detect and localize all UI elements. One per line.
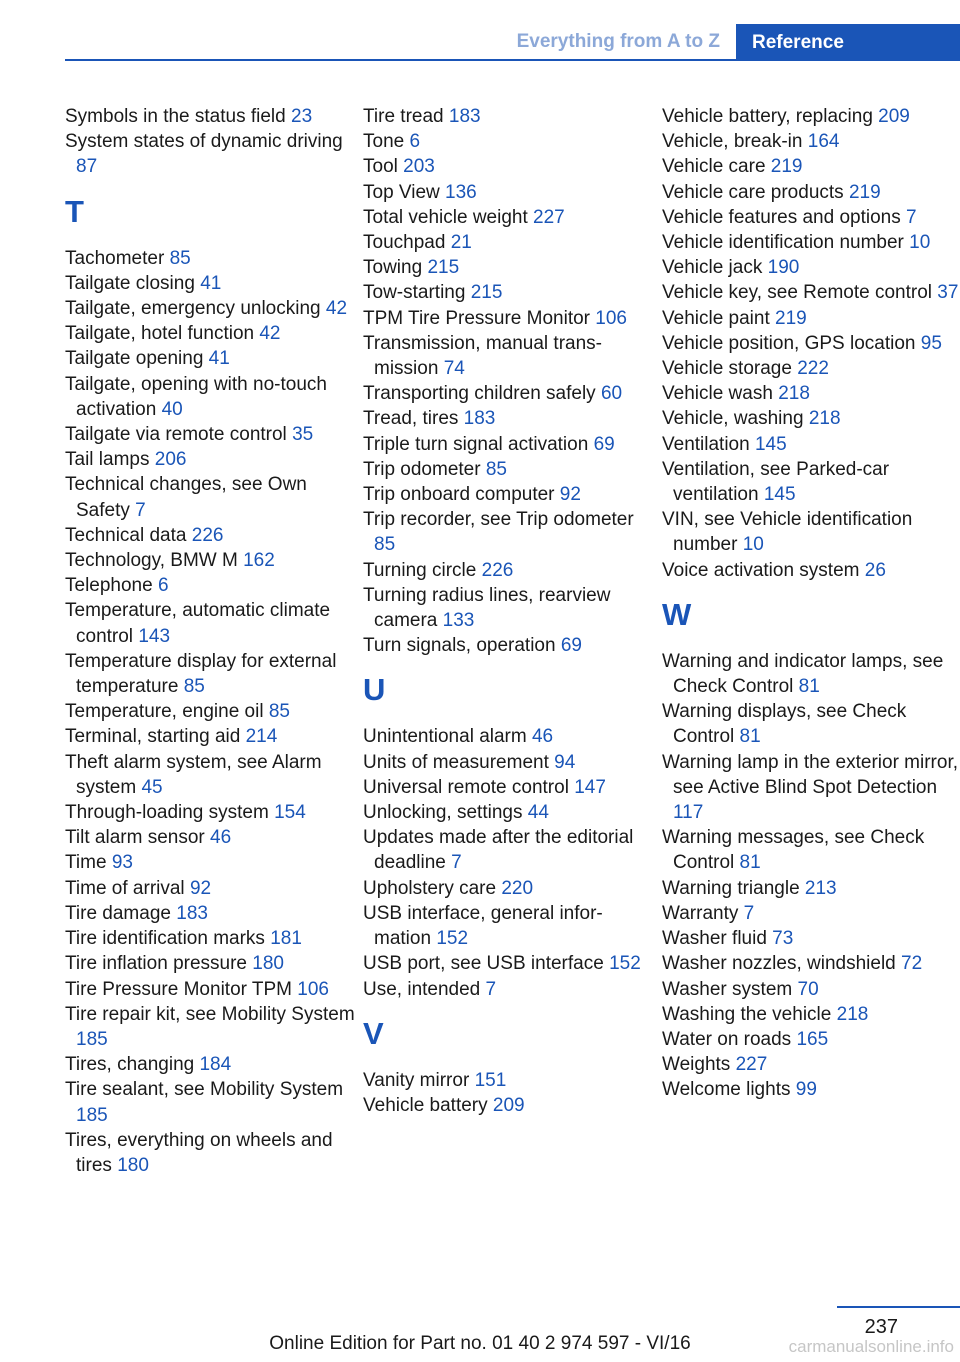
index-page-link[interactable]: 220	[501, 877, 534, 899]
index-entry-term: Washer system	[662, 978, 793, 1000]
index-page-link[interactable]: 81	[739, 726, 761, 748]
index-page-link[interactable]: 46	[210, 827, 232, 849]
index-page-link[interactable]: 152	[436, 928, 469, 950]
index-entry	[65, 1002, 355, 1052]
index-page-link[interactable]: 227	[735, 1054, 768, 1076]
index-entry	[65, 104, 355, 129]
index-page-link[interactable]: 154	[274, 802, 306, 824]
index-page-link[interactable]: 69	[593, 433, 615, 455]
index-page-link[interactable]: 183	[176, 902, 208, 924]
index-entry	[363, 104, 653, 129]
index-entry	[363, 951, 653, 976]
index-page-link[interactable]: 85	[169, 247, 191, 269]
index-entry-term: Ventilation, see Parked-car ventilation	[662, 458, 890, 506]
index-page-link[interactable]: 162	[243, 550, 275, 572]
index-page-link[interactable]: 219	[770, 156, 803, 178]
index-entry	[65, 825, 355, 850]
index-entry	[65, 271, 355, 296]
index-page-link[interactable]: 6	[409, 131, 421, 153]
index-entry-term: Tread, tires	[363, 408, 459, 430]
index-entry	[363, 901, 653, 951]
index-entry	[363, 331, 653, 381]
index-entry-term: Washer fluid	[662, 928, 767, 950]
index-page-link[interactable]: 70	[797, 978, 819, 1000]
index-entry-term: Tires, everything on wheels and tires	[65, 1129, 333, 1176]
footer-edition: Online Edition for Part no. 01 40 2 974 597 - VI/16	[269, 1333, 691, 1354]
index-page-link[interactable]: 133	[442, 610, 475, 632]
index-entry-term: Vehicle, washing	[662, 408, 804, 430]
index-entry-term: Unlocking, settings	[363, 802, 523, 824]
index-page-link[interactable]: 23	[291, 106, 313, 127]
index-page-link[interactable]: 74	[443, 358, 465, 380]
index-entry	[662, 1002, 960, 1027]
index-entry-term: Warning lamp in the exterior mirror, see Active Blind Spot Detection	[662, 751, 959, 798]
index-page-link[interactable]: 85	[485, 458, 507, 480]
index-entry	[65, 951, 355, 976]
index-entry-term: Warranty	[662, 902, 739, 924]
index-page-link[interactable]: 209	[878, 106, 910, 127]
index-page-link[interactable]: 219	[848, 181, 881, 203]
index-entry-term: Vehicle care products	[662, 181, 844, 203]
index-entry-term: Turning radius lines, rearview camera	[363, 584, 611, 632]
index-entry-term: Tire identification marks	[65, 928, 265, 950]
index-entry	[363, 558, 653, 583]
index-entry	[662, 901, 960, 926]
index-entry	[65, 472, 355, 522]
index-entry	[363, 724, 653, 749]
index-entry	[363, 406, 653, 431]
index-entry-term: Updates made after the editorial deadline	[363, 827, 634, 874]
index-entry	[662, 951, 960, 976]
index-entry-term: Tailgate, opening with no-touch activation	[65, 373, 327, 420]
index-entry	[662, 230, 960, 255]
index-entry-term: Tire tread	[363, 106, 444, 127]
index-entry-term: Tail lamps	[65, 449, 150, 471]
index-entry-term: Ventilation	[662, 433, 750, 455]
index-page-link[interactable]: 106	[595, 307, 627, 329]
index-entry-term: Touchpad	[363, 232, 446, 254]
index-page-link[interactable]: 181	[270, 928, 302, 950]
index-page-link[interactable]: 183	[463, 408, 496, 430]
index-entry	[65, 1077, 355, 1127]
index-page-link[interactable]: 81	[798, 676, 820, 698]
index-entry-term: Vehicle position, GPS location	[662, 332, 916, 354]
index-entry	[65, 598, 355, 648]
index-entry-term: Tailgate, hotel function	[65, 323, 255, 345]
index-entry-term: Vehicle identification number	[662, 232, 904, 254]
index-entry-term: Turn signals, operation	[363, 635, 556, 657]
index-entry	[662, 558, 960, 583]
index-page-link[interactable]: 37	[937, 282, 959, 304]
index-page-link[interactable]: 85	[268, 701, 290, 723]
index-entry	[662, 1077, 960, 1102]
index-entry-term: Tachometer	[65, 247, 165, 269]
header-tab-reference: Reference	[736, 24, 960, 60]
index-entry	[662, 507, 960, 557]
index-entry	[662, 750, 960, 826]
index-entry	[363, 977, 653, 1002]
index-entry-term: Tailgate, emergency unlocking	[65, 298, 321, 320]
index-entry	[363, 381, 653, 406]
index-entry	[662, 306, 960, 331]
index-entry	[662, 1027, 960, 1052]
index-page-link[interactable]: 7	[451, 852, 462, 874]
index-entry	[662, 457, 960, 507]
index-entry-term: Telephone	[65, 575, 153, 597]
index-entry-term: Temperature, engine oil	[65, 701, 264, 723]
index-entry-term: Turning circle	[363, 559, 477, 581]
index-page-link[interactable]: 165	[796, 1028, 829, 1050]
index-entry	[662, 926, 960, 951]
index-entry-term: Tailgate opening	[65, 348, 204, 370]
index-page-link[interactable]: 95	[920, 332, 942, 354]
index-entry-term: Units of measurement	[363, 751, 549, 773]
index-entry-term: Tire damage	[65, 902, 171, 924]
index-page-link[interactable]: 184	[199, 1054, 232, 1076]
index-entry	[65, 573, 355, 598]
index-entry	[662, 381, 960, 406]
index-entry	[65, 321, 355, 346]
index-entry	[363, 180, 653, 205]
index-entry	[363, 775, 653, 800]
index-page-link[interactable]: 215	[427, 257, 460, 279]
index-page-link[interactable]: 35	[292, 424, 314, 446]
index-entry	[65, 926, 355, 951]
index-entry	[65, 699, 355, 724]
index-entry-term: Warning triangle	[662, 877, 800, 899]
index-page-link[interactable]: 92	[189, 877, 212, 899]
index-entry	[363, 280, 653, 305]
index-entry	[363, 432, 653, 457]
index-entry-term: Through-loading system	[65, 802, 269, 824]
index-page-link[interactable]: 145	[754, 433, 787, 455]
index-entry-term: Technical changes, see Own Safety	[65, 474, 307, 521]
index-page-link[interactable]: 185	[76, 1104, 108, 1126]
index-entry-term: Vehicle key, see Remote control	[662, 282, 933, 304]
index-entry-term: Vehicle storage	[662, 358, 792, 380]
index-page-link[interactable]: 218	[808, 408, 841, 430]
index-entry	[662, 129, 960, 154]
index-entry	[662, 205, 960, 230]
index-entry-term: Transmission, manual transmission	[363, 332, 602, 380]
index-entry-term: Technology, BMW M	[65, 550, 238, 572]
index-entry	[363, 633, 653, 658]
index-page-link[interactable]: 42	[259, 323, 281, 345]
index-entry-term: Transporting children safely	[363, 383, 596, 405]
index-page-link[interactable]: 26	[864, 559, 886, 581]
index-entry-term: Warning messages, see Check Control	[662, 827, 925, 874]
index-entry-term: Tire inflation pressure	[65, 953, 247, 975]
index-entry-term: Weights	[662, 1054, 731, 1076]
index-entry-term: Towing	[363, 257, 423, 279]
index-page-link[interactable]: 214	[245, 726, 278, 748]
index-entry-term: Tilt alarm sensor	[65, 827, 205, 849]
index-entry-term: Voice activation system	[662, 559, 860, 581]
index-entry	[65, 372, 355, 422]
index-entry	[363, 457, 653, 482]
index-page-link[interactable]: 44	[527, 802, 549, 824]
index-entry	[65, 724, 355, 749]
index-column-1	[65, 104, 355, 1178]
index-entry-term: Vehicle jack	[662, 257, 763, 279]
index-entry	[65, 422, 355, 447]
index-entry-term: Tailgate closing	[65, 272, 195, 294]
index-entry	[65, 548, 355, 573]
index-entry-term: Technical data	[65, 524, 187, 546]
index-entry-term: Vehicle battery	[363, 1094, 488, 1116]
index-page-link[interactable]: 94	[554, 751, 576, 773]
index-page-link[interactable]: 209	[492, 1094, 525, 1116]
index-entry-term: Theft alarm system, see Alarm system	[65, 751, 322, 798]
index-entry-term: Triple turn signal activation	[363, 433, 589, 455]
index-page-link[interactable]: 41	[200, 272, 222, 294]
index-entry	[662, 331, 960, 356]
index-entry-term: Use, intended	[363, 978, 481, 1000]
index-page-link[interactable]: 206	[154, 449, 187, 471]
index-entry	[65, 1128, 355, 1178]
index-entry-term: Vehicle paint	[662, 307, 770, 329]
index-entry-term: Tow-starting	[363, 282, 466, 304]
index-page-link[interactable]: 203	[403, 156, 435, 178]
index-page-link[interactable]: 92	[559, 484, 581, 506]
index-entry	[662, 356, 960, 381]
index-page-link[interactable]: 93	[111, 852, 133, 874]
index-page-link[interactable]: 6	[157, 575, 169, 597]
index-entry-term: Vehicle features and options	[662, 206, 901, 228]
index-page-link[interactable]: 117	[673, 802, 704, 824]
index-page-link[interactable]: 145	[763, 484, 796, 506]
index-page-link[interactable]: 226	[191, 524, 224, 546]
index-entry-term: Washing the vehicle	[662, 1003, 832, 1025]
index-page-link[interactable]: 99	[795, 1079, 817, 1101]
index-entry	[662, 104, 960, 129]
index-page-link[interactable]: 7	[743, 902, 755, 924]
index-page-link[interactable]: 85	[183, 676, 205, 698]
index-entry-term: Vehicle care	[662, 156, 766, 178]
index-entry	[65, 296, 355, 321]
index-letter-heading: W	[662, 596, 692, 632]
index-entry	[363, 230, 653, 255]
index-entry	[662, 180, 960, 205]
index-entry-term: Vanity mirror	[363, 1069, 470, 1091]
index-column-2	[363, 104, 653, 1118]
index-page-link[interactable]: 10	[909, 232, 931, 254]
index-entry-term: Tire repair kit, see Mobility System	[65, 1003, 355, 1025]
index-entry-term: Upholstery care	[363, 877, 497, 899]
index-entry-term: Trip onboard computer	[363, 484, 555, 506]
index-entry	[65, 1052, 355, 1077]
index-entry-term: USB port, see USB interface	[363, 953, 604, 975]
index-entry	[65, 129, 355, 179]
index-entry-term: Temperature display for external temperature	[65, 650, 337, 698]
index-entry	[363, 876, 653, 901]
index-page-link[interactable]: 87	[76, 156, 98, 178]
index-page-link[interactable]: 218	[836, 1003, 869, 1025]
index-page-link[interactable]: 185	[76, 1028, 108, 1050]
index-entry-term: Tire sealant, see Mobility System	[65, 1079, 344, 1101]
index-entry	[363, 507, 653, 557]
index-entry	[363, 129, 653, 154]
index-page-link[interactable]: 180	[117, 1154, 149, 1176]
index-entry	[65, 901, 355, 926]
index-entry-term: Warning and indicator lamps, see Check Control	[662, 650, 944, 698]
index-page-link[interactable]: 42	[325, 298, 348, 320]
index-entry	[363, 1093, 653, 1118]
index-entry-term: Welcome lights	[662, 1079, 791, 1101]
index-entry	[65, 649, 355, 699]
index-page-link[interactable]: 227	[533, 206, 565, 228]
index-entry	[65, 850, 355, 875]
index-entry	[65, 977, 355, 1002]
index-entry-term: Water on roads	[662, 1028, 792, 1050]
index-entry-term: Unintentional alarm	[363, 726, 527, 748]
index-entry-term: Tire Pressure Monitor TPM	[65, 978, 292, 1000]
index-page-link[interactable]: 190	[767, 257, 800, 279]
index-page-link[interactable]: 215	[470, 282, 503, 304]
index-entry-term: Terminal, starting aid	[65, 726, 241, 748]
index-entry-term: Total vehicle weight	[363, 206, 528, 228]
index-letter-heading: U	[363, 672, 386, 708]
index-page-link[interactable]: 218	[778, 383, 810, 405]
index-entry	[662, 825, 960, 875]
index-entry	[65, 523, 355, 548]
index-entry	[363, 205, 653, 230]
index-page-link[interactable]: 143	[138, 625, 171, 647]
index-entry	[662, 406, 960, 431]
index-entry-term: Universal remote control	[363, 776, 569, 798]
index-entry	[662, 977, 960, 1002]
index-entry	[363, 583, 653, 633]
index-page-link[interactable]: 106	[297, 978, 329, 1000]
index-letter-heading: T	[65, 193, 84, 229]
index-page-link[interactable]: 180	[252, 953, 284, 975]
index-entry-term: Trip recorder, see Trip odometer	[363, 509, 634, 531]
index-entry-term: USB interface, general information	[363, 902, 603, 950]
index-page-link[interactable]: 151	[474, 1069, 507, 1091]
index-entry	[65, 447, 355, 472]
index-entry	[65, 800, 355, 825]
index-page-link[interactable]: 81	[739, 852, 761, 874]
index-entry	[363, 306, 653, 331]
index-entry	[65, 876, 355, 901]
index-page-link[interactable]: 46	[531, 726, 554, 748]
index-entry-term: Tailgate via remote control	[65, 424, 287, 446]
index-page-link[interactable]: 219	[775, 307, 807, 329]
index-entry	[65, 246, 355, 271]
index-page-link[interactable]: 21	[450, 232, 472, 254]
index-entry-term: Symbols in the status field	[65, 106, 286, 127]
index-entry-term: Time	[65, 852, 107, 874]
index-page-link[interactable]: 183	[448, 106, 481, 127]
index-entry-term: Warning displays, see Check Control	[662, 701, 907, 748]
index-page-link[interactable]: 7	[135, 499, 146, 521]
index-page-link[interactable]: 45	[141, 776, 163, 798]
page-number: 237	[864, 1316, 898, 1338]
index-entry-term: Tires, changing	[65, 1054, 195, 1076]
index-page-link[interactable]: 152	[609, 953, 641, 975]
index-entry	[363, 1068, 653, 1093]
index-entry	[662, 1052, 960, 1077]
index-entry	[65, 346, 355, 371]
index-entry-term: Tool	[363, 156, 398, 178]
index-entry-term: Temperature, automatic climate control	[65, 600, 331, 647]
index-page-link[interactable]: 69	[560, 635, 582, 657]
header-section-title: Everything from A to Z	[516, 31, 720, 52]
index-entry	[65, 750, 355, 800]
index-page-link[interactable]: 7	[906, 206, 917, 228]
index-entry	[662, 280, 960, 305]
index-entry-term: Vehicle battery, replacing	[662, 106, 873, 127]
index-entry	[662, 432, 960, 457]
index-page-link[interactable]: 41	[208, 348, 230, 370]
index-page-link[interactable]: 60	[600, 383, 623, 405]
index-page-link[interactable]: 85	[374, 534, 396, 556]
index-page-link[interactable]: 222	[797, 358, 829, 380]
index-page-link[interactable]: 147	[574, 776, 606, 798]
index-entry-term: System states of dynamic driving	[65, 131, 343, 153]
index-page-link[interactable]: 226	[481, 559, 514, 581]
index-entry	[363, 255, 653, 280]
index-page-link[interactable]: 40	[161, 398, 183, 420]
index-entry	[662, 876, 960, 901]
index-entry	[363, 154, 653, 179]
index-column-3	[662, 104, 960, 1103]
index-entry-term: Time of arrival	[65, 877, 185, 899]
index-page-link[interactable]: 72	[901, 953, 923, 975]
index-letter-heading: V	[363, 1015, 384, 1051]
index-entry-term: TPM Tire Pressure Monitor	[363, 307, 590, 329]
index-entry	[363, 750, 653, 775]
index-entry	[662, 649, 960, 699]
index-entry-term: VIN, see Vehicle identification number	[662, 509, 913, 556]
index-entry	[363, 800, 653, 825]
index-page-link[interactable]: 10	[742, 534, 764, 556]
watermark: carmanualsonline.info	[788, 1337, 954, 1356]
index-entry-term: Vehicle, break-in	[662, 131, 803, 153]
index-entry-term: Tone	[363, 131, 405, 153]
index-entry	[662, 255, 960, 280]
index-page-link[interactable]: 213	[804, 877, 837, 899]
index-entry	[363, 825, 653, 875]
index-entry	[662, 699, 960, 749]
index-entry-term: Top View	[363, 181, 440, 203]
index-entry	[363, 482, 653, 507]
index-page-link[interactable]: 136	[445, 181, 477, 203]
index-entry-term: Washer nozzles, windshield	[662, 953, 896, 975]
index-page-link[interactable]: 7	[485, 978, 497, 1000]
index-entry-term: Vehicle wash	[662, 383, 773, 405]
index-page-link[interactable]: 73	[772, 928, 794, 950]
index-page-link[interactable]: 164	[807, 131, 840, 153]
index-entry-term: Trip odometer	[363, 458, 481, 480]
footer-rule	[837, 1306, 960, 1308]
index-entry	[662, 154, 960, 179]
